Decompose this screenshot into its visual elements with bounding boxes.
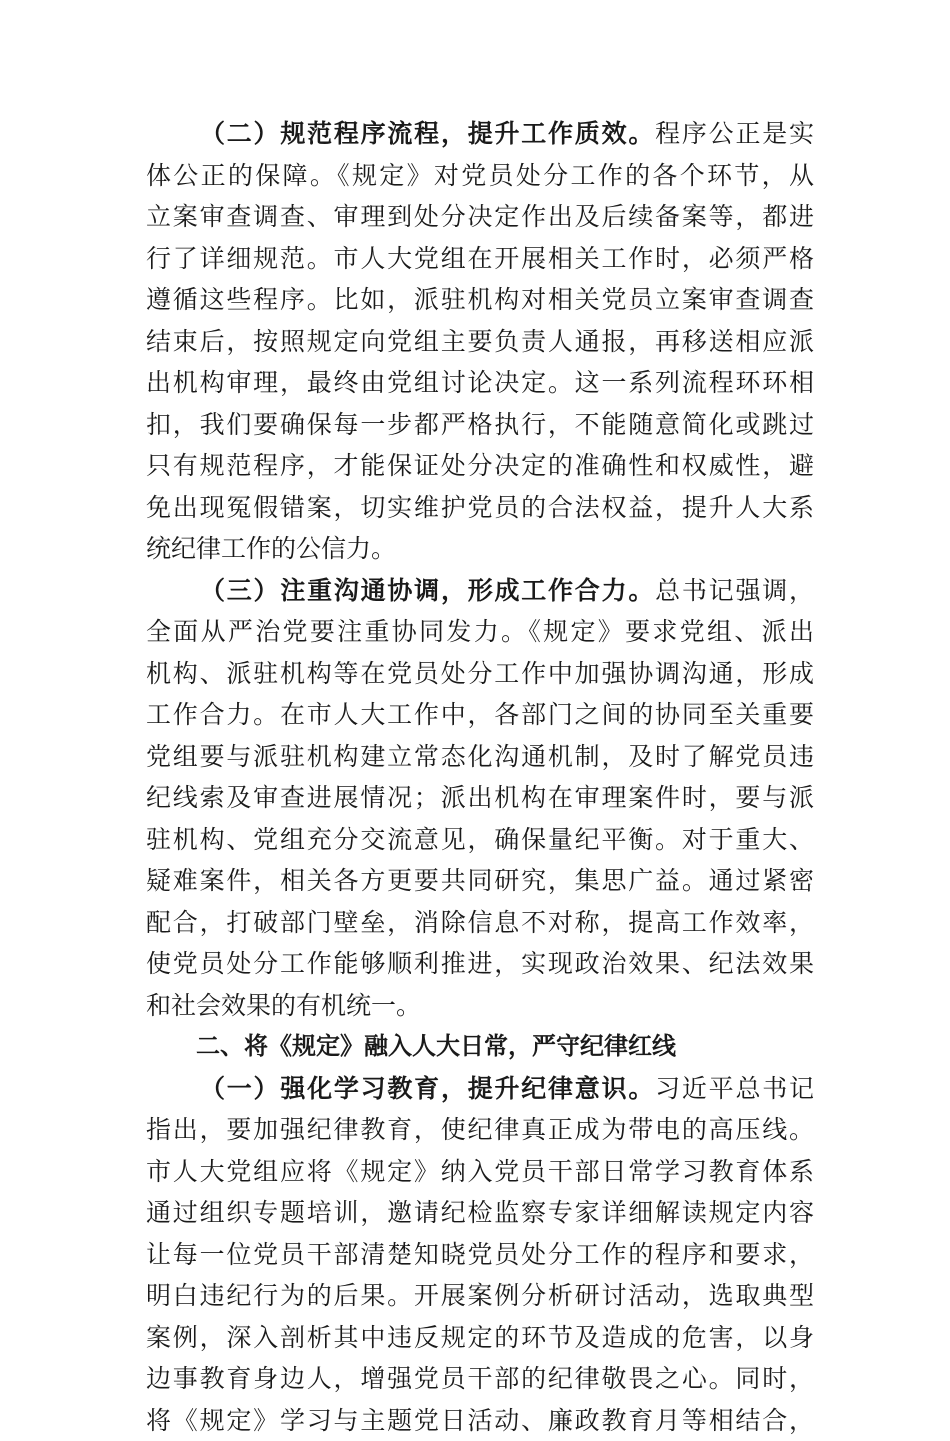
text-line: 体公正的保障。《规定》对党员处分工作的各个环节，从 [146, 155, 814, 197]
text-line: 和社会效果的有机统一。 [146, 985, 814, 1027]
section-heading: 二、将《规定》融入人大日常，严守纪律红线 [146, 1026, 814, 1068]
text-line: 工作合力。在市人大工作中，各部门之间的协同至关重要 [146, 694, 814, 736]
paragraph-lead: （三）注重沟通协调，形成工作合力。 [200, 576, 655, 605]
paragraph-first-line [146, 1068, 814, 1110]
text-line: 扣，我们要确保每一步都严格执行，不能随意简化或跳过 [146, 404, 814, 446]
text-line: 行了详细规范。市人大党组在开展相关工作时，必须严格 [146, 238, 814, 280]
paragraph-text: 程序公正是实 [655, 119, 814, 148]
paragraph-education [146, 1068, 814, 1441]
text-line: 立案审查调查、审理到处分决定作出及后续备案等，都进 [146, 196, 814, 238]
paragraph-lead: （二）规范程序流程，提升工作质效。 [200, 119, 655, 148]
text-line: 出机构审理，最终由党组讨论决定。这一系列流程环环相 [146, 362, 814, 404]
paragraph-procedure [146, 113, 814, 570]
text-line: 全面从严治党要注重协同发力。《规定》要求党组、派出 [146, 611, 814, 653]
text-line: 纪线索及审查进展情况；派出机构在审理案件时，要与派 [146, 777, 814, 819]
text-line: 边事教育身边人，增强党员干部的纪律敬畏之心。同时， [146, 1358, 814, 1400]
paragraph-lead: （一）强化学习教育，提升纪律意识。 [200, 1074, 655, 1103]
text-line: 免出现冤假错案，切实维护党员的合法权益，提升人大系 [146, 487, 814, 529]
text-line: 党组要与派驻机构建立常态化沟通机制，及时了解党员违 [146, 736, 814, 778]
paragraph-coordination [146, 570, 814, 1027]
text-line: 机构、派驻机构等在党员处分工作中加强协调沟通，形成 [146, 653, 814, 695]
text-line: 配合，打破部门壁垒，消除信息不对称，提高工作效率， [146, 902, 814, 944]
text-line: 通过组织专题培训，邀请纪检监察专家详细解读规定内容 [146, 1192, 814, 1234]
text-line: 结束后，按照规定向党组主要负责人通报，再移送相应派 [146, 321, 814, 363]
text-line: 遵循这些程序。比如，派驻机构对相关党员立案审查调查 [146, 279, 814, 321]
text-line: 疑难案件，相关各方更要共同研究，集思广益。通过紧密 [146, 860, 814, 902]
text-line: 驻机构、党组充分交流意见，确保量纪平衡。对于重大、 [146, 819, 814, 861]
paragraph-first-line [146, 570, 814, 612]
text-line: 市人大党组应将《规定》纳入党员干部日常学习教育体系 [146, 1151, 814, 1193]
paragraph-text: 总书记强调， [655, 576, 814, 605]
text-line: 案例，深入剖析其中违反规定的环节及造成的危害，以身 [146, 1317, 814, 1359]
text-line: 使党员处分工作能够顺利推进，实现政治效果、纪法效果 [146, 943, 814, 985]
document-body [146, 113, 814, 1441]
paragraph-first-line [146, 113, 814, 155]
text-line: 明白违纪行为的后果。开展案例分析研讨活动，选取典型 [146, 1275, 814, 1317]
text-line: 让每一位党员干部清楚知晓党员处分工作的程序和要求， [146, 1234, 814, 1276]
text-line: 统纪律工作的公信力。 [146, 528, 814, 570]
text-line: 将《规定》学习与主题党日活动、廉政教育月等相结合， [146, 1400, 814, 1441]
text-line: 只有规范程序，才能保证处分决定的准确性和权威性，避 [146, 445, 814, 487]
text-line: 指出，要加强纪律教育，使纪律真正成为带电的高压线。 [146, 1109, 814, 1151]
paragraph-text: 习近平总书记 [655, 1074, 814, 1103]
